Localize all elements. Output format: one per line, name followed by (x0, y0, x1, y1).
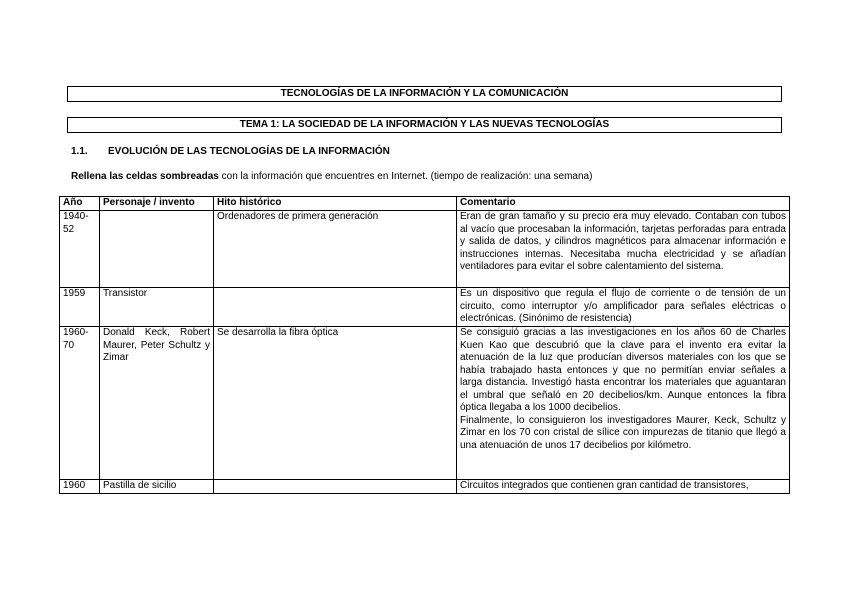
cell-person (100, 211, 214, 288)
cell-person: Pastilla de sicilio (100, 480, 214, 494)
cell-milestone (214, 480, 457, 494)
cell-comment: Circuitos integrados que contienen gran cantidad de transistores, (457, 480, 790, 494)
section-number: 1.1. (71, 146, 88, 157)
instructions-text: con la información que encuentres en Internet. (tiempo de realización: una semana) (218, 171, 593, 182)
cell-year: 1940-52 (60, 211, 100, 288)
table-row (60, 288, 790, 327)
comment-paragraph: Se consiguió gracias a las investigaciones en los años 60 de Charles Kuen Kao que descubrió que la clave para el invento era evitar la atenuación de la luz que producían diversos materiales con los que se había trabajado hasta entonces y que no permitían enviar señales a larga distancia. Investigó hasta encontrar los materiales que aguantaran el umbral que señaló en 20 decibelios/km. Aunque entonces la fibra óptica llegaba a los 1000 decibelios. (460, 327, 786, 413)
cell-milestone: Ordenadores de primera generación (214, 211, 457, 288)
cell-comment (457, 327, 790, 480)
table-header-row (60, 197, 790, 211)
header-year: Año (60, 197, 100, 211)
comment-paragraph: Finalmente, lo consiguieron los investigadores Maurer, Keck, Schultz y Zimar en los 70 con cristal de sílice con impurezas de titanio que llegó a una atenuación de unos 17 decibelios por kilómetro. (460, 414, 786, 451)
cell-comment: Eran de gran tamaño y su precio era muy elevado. Contaban con tubos al vacío que procesaban la información, tarjetas perforadas para entrada y salida de datos, y cilindros magnéticos para almacenar información e instrucciones internas. Necesitaba mucha electricidad y se añadían ventiladores para evitar el sobre calentamiento del sistema. (457, 211, 790, 288)
cell-comment: Es un dispositivo que regula el flujo de corriente o de tensión de un circuito, como interruptor y/o amplificador para señales eléctricas o electrónicas. (Sinónimo de resistencia) (457, 288, 790, 327)
document-title: TECNOLOGÍAS DE LA INFORMACIÓN Y LA COMUNICACIÓN (67, 86, 782, 102)
header-comment: Comentario (457, 197, 790, 211)
header-person: Personaje / invento (100, 197, 214, 211)
cell-year: 1959 (60, 288, 100, 327)
topic-title: TEMA 1: LA SOCIEDAD DE LA INFORMACIÓN Y LAS NUEVAS TECNOLOGÍAS (67, 117, 782, 133)
instructions-bold: Rellena las celdas sombreadas (71, 171, 219, 182)
cell-milestone (214, 288, 457, 327)
history-table (59, 196, 790, 494)
cell-milestone: Se desarrolla la fibra óptica (214, 327, 457, 480)
cell-year: 1960-70 (60, 327, 100, 480)
section-heading (71, 146, 390, 157)
cell-year: 1960 (60, 480, 100, 494)
table-row (60, 480, 790, 494)
table-row (60, 327, 790, 480)
section-title: EVOLUCIÓN DE LAS TECNOLOGÍAS DE LA INFORMACIÓN (108, 146, 390, 157)
header-milestone: Hito histórico (214, 197, 457, 211)
cell-person: Donald Keck, Robert Maurer, Peter Schultz y Zimar (100, 327, 214, 480)
table-row (60, 211, 790, 288)
instructions (71, 171, 592, 182)
cell-person: Transistor (100, 288, 214, 327)
